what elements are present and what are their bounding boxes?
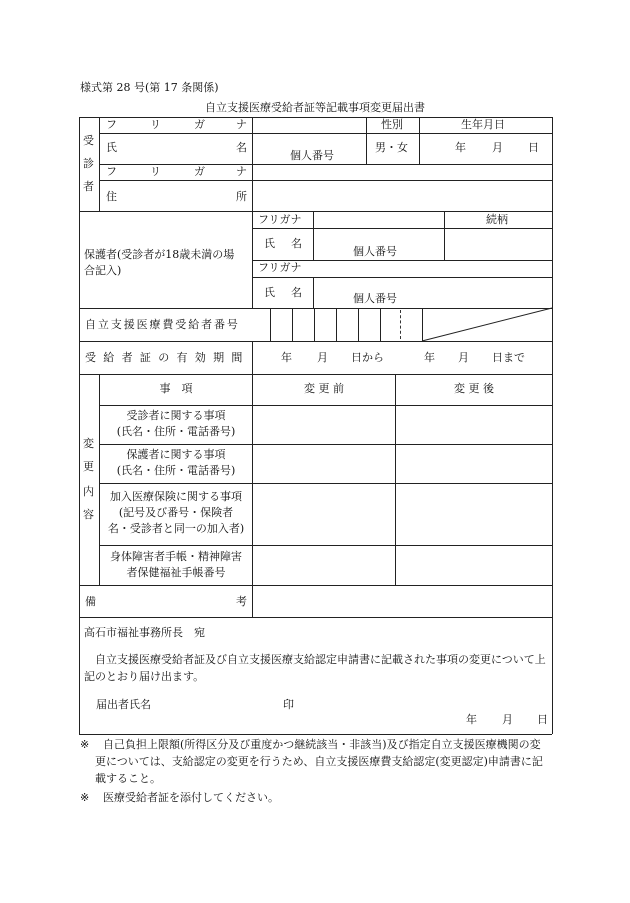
rule [395, 374, 396, 585]
seal-mark: 印 [283, 698, 294, 711]
rule [252, 228, 552, 229]
furigana-char: リ [150, 165, 161, 178]
address-char: 住 [106, 190, 117, 203]
col-before-header: 変 更 前 [304, 382, 344, 395]
birth-year-label: 年 [455, 141, 466, 154]
rule [313, 211, 314, 260]
rule [400, 310, 401, 339]
change-row-label: 保護者に関する事項 [126, 448, 226, 461]
rule [252, 277, 552, 278]
remarks-char: 備 [85, 595, 96, 608]
validity-from: 日から [351, 351, 384, 364]
furigana-char: フ [106, 118, 117, 131]
furigana-char: フ [106, 165, 117, 178]
col-after-header: 変 更 後 [454, 382, 494, 395]
furigana-char: ナ [236, 165, 247, 178]
guardian-relation: 続柄 [486, 213, 508, 226]
validity-until: 日まで [492, 351, 525, 364]
validity-month-2: 月 [458, 351, 469, 364]
patient-my-number: 個人番号 [290, 149, 334, 162]
form-number: 様式第 28 号(第 17 条関係) [80, 81, 219, 94]
rule [313, 277, 314, 308]
rule [252, 341, 253, 374]
note-mark: ※ [80, 791, 90, 804]
rule [292, 308, 293, 341]
statement: 自立支援医療受給者証及び自立支援医療支給認定申請書に記載された事項の変更について上記のとおり届け出ます。 [84, 653, 546, 683]
guardian-name-char: 名 [291, 237, 302, 250]
rule [552, 117, 553, 734]
changes-side-label: 更 [83, 460, 94, 473]
name-char: 名 [236, 141, 247, 154]
change-row-label: 受診者に関する事項 [126, 409, 226, 422]
guardian-label-2: 合記入) [84, 264, 122, 277]
rule [99, 405, 552, 406]
validity-year: 年 [281, 351, 292, 364]
rule [79, 117, 80, 734]
rule [358, 308, 359, 341]
changes-side-label: 内 [83, 485, 94, 498]
change-row-label: 加入医療保険に関する事項 [110, 490, 242, 503]
change-row-label: 者保健福祉手帳番号 [126, 566, 226, 579]
gender-value: 男・女 [375, 141, 408, 154]
guardian-name-char: 氏 [264, 286, 275, 299]
guardian-my-number-2: 個人番号 [353, 292, 397, 305]
remarks-char: 考 [236, 595, 247, 608]
rule [79, 308, 552, 309]
rule [444, 211, 445, 260]
changes-side-label: 容 [83, 508, 94, 521]
rule [99, 444, 552, 445]
recipient-number-label: 自立支援医療費受給者番号 [85, 318, 240, 331]
furigana-char: ガ [194, 118, 205, 131]
furigana-char: ガ [194, 165, 205, 178]
birth-header: 生年月日 [461, 118, 505, 131]
rule [252, 374, 253, 617]
gender-header: 性別 [381, 118, 403, 131]
validity-year-2: 年 [424, 351, 435, 364]
rule [366, 117, 367, 164]
signature-day: 日 [537, 713, 548, 726]
rule [79, 585, 552, 586]
rule [422, 308, 423, 341]
rule [99, 133, 552, 134]
guardian-my-number: 個人番号 [353, 245, 397, 258]
rule [79, 211, 552, 212]
rule [99, 117, 100, 211]
rule [99, 180, 552, 181]
rule [252, 117, 253, 308]
guardian-furigana-2: フリガナ [258, 261, 302, 274]
patient-side-label-1: 受 [83, 134, 94, 147]
rule [79, 374, 552, 375]
signature-year: 年 [466, 713, 477, 726]
note-1: 自己負担上限額(所得区分及び重度かつ継続該当・非該当)及び指定自立支援医療機関の変更については、支給認定の変更を行うため、自立支援医療費支給認定(変更認定)申請書に記載すること。 [95, 738, 543, 785]
note-mark: ※ [80, 738, 90, 751]
furigana-char: リ [150, 118, 161, 131]
birth-month-label: 月 [492, 141, 503, 154]
patient-side-label-2: 診 [83, 157, 94, 170]
rule [336, 308, 337, 341]
signature-label: 届出者氏名 [96, 698, 151, 711]
change-row-label: (氏名・住所・電話番号) [116, 425, 236, 438]
guardian-furigana: フリガナ [258, 213, 302, 226]
change-row-label: 名・受診者と同一の加入者) [107, 522, 245, 535]
rule [99, 164, 552, 165]
rule [79, 734, 552, 735]
validity-month: 月 [317, 351, 328, 364]
guardian-label-1: 保護者(受診者が18歳未満の場 [84, 248, 235, 261]
address-char: 所 [236, 190, 247, 203]
rule [314, 308, 315, 341]
addressee: 高石市福祉事務所長 宛 [84, 626, 205, 639]
guardian-name-char: 氏 [264, 237, 275, 250]
note-2: 医療受給者証を添付してください。 [103, 791, 279, 804]
change-row-label: (氏名・住所・電話番号) [116, 464, 236, 477]
guardian-name-char: 名 [291, 286, 302, 299]
rule [99, 545, 552, 546]
patient-side-label-3: 者 [83, 180, 94, 193]
col-item-header: 事 項 [159, 382, 193, 395]
rule [270, 308, 271, 341]
rule [419, 117, 420, 164]
rule [79, 617, 552, 618]
rule [99, 483, 552, 484]
signature-month: 月 [502, 713, 513, 726]
rule [380, 308, 381, 341]
name-char: 氏 [106, 141, 117, 154]
change-row-label: (記号及び番号・保険者 [118, 506, 234, 519]
change-row-label: 身体障害者手帳・精神障害 [110, 550, 242, 563]
changes-side-label: 変 [83, 437, 94, 450]
form-title: 自立支援医療受給者証等記載事項変更届出書 [205, 101, 425, 114]
birth-day-label: 日 [528, 141, 539, 154]
validity-label: 受給者証の有効期間 [85, 351, 250, 364]
rule [79, 341, 552, 342]
furigana-char: ナ [236, 118, 247, 131]
